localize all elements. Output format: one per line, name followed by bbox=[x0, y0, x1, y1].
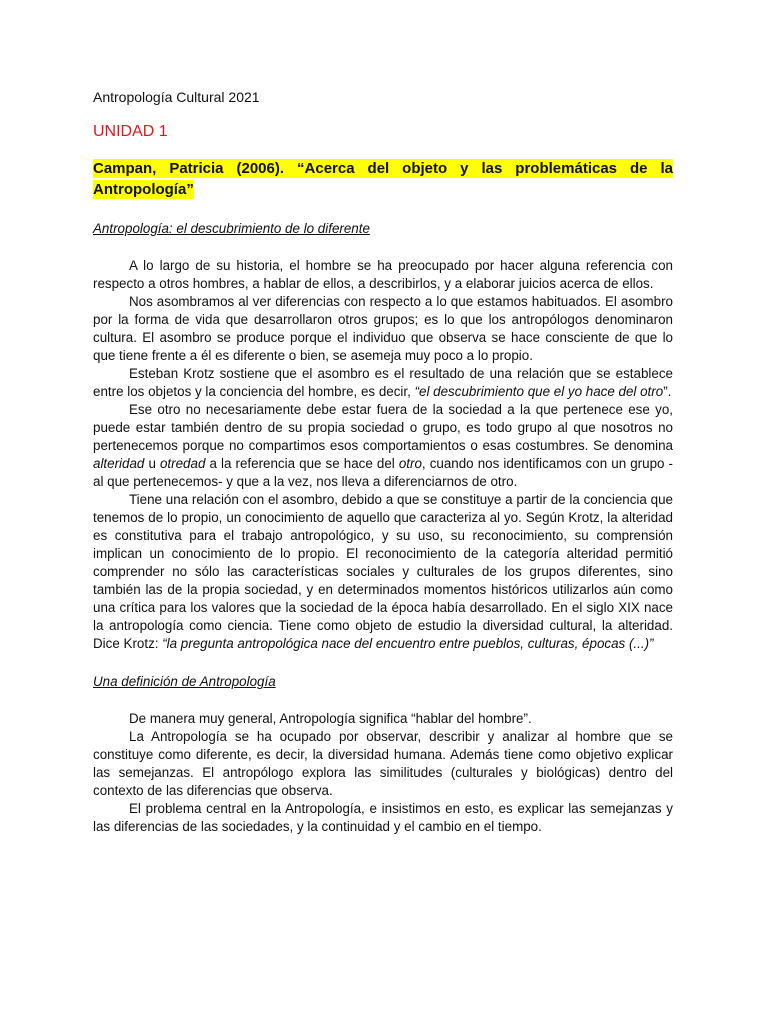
text-run: u bbox=[144, 456, 160, 471]
text-run: ”. bbox=[663, 384, 672, 399]
italic-text: otredad bbox=[159, 456, 206, 471]
citation-highlight: Campan, Patricia (2006). “Acerca del objeto y las problemáticas de la Antropología” bbox=[93, 160, 673, 198]
citation-title bbox=[93, 158, 673, 200]
text-run: Nos asombramos al ver diferencias con respecto a lo que estamos habituados. El asombro por la forma de vida que desarrollaron otros grupos; es lo que los antropólogos denominaron cultura. El asombro se produce porque el individuo que observa se hace consciente de que lo que tiene frente a él es diferente o bien, se asemeja muy poco a lo propio. bbox=[93, 294, 673, 363]
paragraph bbox=[93, 800, 673, 836]
section-heading: Una definición de Antropología bbox=[93, 674, 276, 689]
paragraph bbox=[93, 365, 673, 401]
paragraph bbox=[93, 728, 673, 800]
text-run: A lo largo de su historia, el hombre se ha preocupado por hacer alguna referencia con respecto a otros hombres, a hablar de ellos, a describirlos, y a elaborar juicios acerca de ellos. bbox=[93, 258, 673, 291]
text-run: De manera muy general, Antropología significa “hablar del hombre”. bbox=[129, 711, 532, 726]
section-definition bbox=[93, 673, 673, 836]
document-page bbox=[93, 88, 673, 836]
section-body bbox=[93, 710, 673, 836]
italic-text: otro bbox=[398, 456, 422, 471]
paragraph bbox=[93, 401, 673, 491]
text-run: a la referencia que se hace del bbox=[205, 456, 399, 471]
text-run: , cuando nos identificamos con un grupo -al que pertenecemos- y que a la vez, nos lleva a diferenciarnos de otro. bbox=[93, 456, 674, 489]
text-run: El problema central en la Antropología, e insistimos en esto, es explicar las semejanzas y las diferencias de las sociedades, y la continuidad y el cambio en el tiempo. bbox=[93, 801, 673, 834]
italic-text: alteridad bbox=[93, 456, 145, 471]
section-body bbox=[93, 257, 673, 653]
italic-text: “la pregunta antropológica nace del encuentro entre pueblos, culturas, épocas (...)” bbox=[162, 636, 654, 651]
text-run: Tiene una relación con el asombro, debido a que se constituye a partir de la conciencia que tenemos de lo propio, un conocimiento de aquello que caracteriza al yo. Según Krotz, la alteridad es constitutiva para el trabajo antropológico, y su uso, su reconocimiento, su comprensión implican un conocimiento de lo propio. El reconocimiento de la categoría alteridad permitió comprender no sólo las características sociales y culturales de los grupos diferentes, sino también las de la propia sociedad, y en determinados momentos históricos utilizarlos aún como una crítica para los valores que la sociedad de la época había desarrollado. En el siglo XIX nace la antropología como ciencia. Tiene como objeto de estudio la diversidad cultural, la alteridad. Dice Krotz: bbox=[93, 492, 673, 651]
paragraph bbox=[93, 710, 673, 728]
unit-title: UNIDAD 1 bbox=[93, 123, 168, 140]
paragraph bbox=[93, 257, 673, 293]
text-run: La Antropología se ha ocupado por observar, describir y analizar al hombre que se constituye como diferente, es decir, la diversidad humana. Además tiene como objetivo explicar las semejanzas. El antropólogo explora las similitudes (culturales y biológicas) dentro del contexto de las diferencias que observa. bbox=[93, 729, 673, 798]
paragraph bbox=[93, 491, 673, 653]
section-heading: Antropología: el descubrimiento de lo diferente bbox=[93, 221, 370, 236]
italic-text: “el descubrimiento que el yo hace del otro bbox=[414, 384, 664, 399]
text-run: Esteban Krotz sostiene que el asombro es el resultado de una relación que se establece entre los objetos y la conciencia del hombre, es decir, bbox=[93, 366, 673, 399]
text-run: Ese otro no necesariamente debe estar fuera de la sociedad a la que pertenece ese yo, puede estar también dentro de su propia sociedad o grupo, es todo grupo al que nosotros no pertenecemos porque no compartimos esos comportamientos o esas costumbres. Se denomina bbox=[93, 402, 673, 453]
section-discovery bbox=[93, 220, 673, 653]
document-header: Antropología Cultural 2021 bbox=[93, 89, 260, 105]
paragraph bbox=[93, 293, 673, 365]
